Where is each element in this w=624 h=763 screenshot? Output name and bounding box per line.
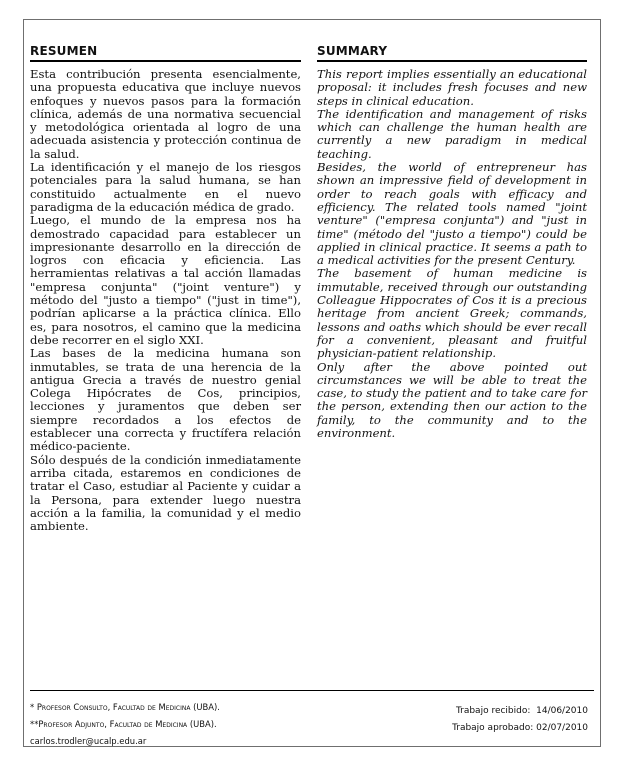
- summary-rule: [317, 60, 587, 62]
- resumen-paragraph: Sólo después de la condición inmediatamente arriba citada, estaremos en condiciones de tratar el Caso, estudiar al Paciente y cuidar a la Persona, para extender luego nuestra acción a la familia, la comunidad y el medio ambiente.: [30, 452, 301, 534]
- submission-dates: [452, 703, 588, 737]
- footnotes: [30, 699, 220, 750]
- resumen-paragraph: Las bases de la medicina humana son inmutables, se trata de una herencia de la antigua Grecia a través de nuestro genial Colega Hipócrates de Cos, principios, lecciones y juramentos que deben ser siempre recordados a los efectos de establecer una correcta y fructífera relación médico-paciente.: [30, 346, 301, 454]
- resumen-paragraph: Luego, el mundo de la empresa nos ha demostrado capacidad para establecer un impresionante desarrollo en la dirección de logros con eficacia y eficiencia. Las herramientas relativas a tal acción llamadas "empresa conjunta" ("joint venture") y método del "justo a tiempo" ("just in time"), podrían aplicarse a la práctica clínica. Ello es, para nosotros, el camino que la medicina debe recorrer en el siglo XXI.: [30, 213, 301, 347]
- summary-heading: SUMMARY: [317, 44, 388, 58]
- summary-paragraph: Only after the above pointed out circumstances we will be able to treat the case, to study the patient and to take care for the person, extending then our action to the family, to the community and to the environment.: [317, 359, 587, 441]
- summary-paragraph: The basement of human medicine is immutable, received through our outstanding Colleague Hippocrates of Cos it is a precious heritage from ancient Greek; commands, lessons and oaths which should be ever recall for a convenient, pleasant and fruitful physician-patient relationship.: [317, 266, 587, 361]
- approved-date: Trabajo aprobado: 02/07/2010: [452, 723, 588, 733]
- summary-section: [317, 44, 587, 440]
- summary-paragraph: The identification and management of risks which can challenge the human health are currently a new paradigm in medical teaching.: [317, 106, 587, 161]
- summary-paragraph: This report implies essentially an educational proposal: it includes fresh focuses and new steps in clinical education.: [317, 67, 587, 108]
- resumen-rule: [30, 60, 301, 62]
- author-email: carlos.trodler@ucalp.edu.ar: [30, 736, 147, 746]
- summary-paragraph: Besides, the world of entrepreneur has shown an impressive field of development in order to reach goals with efficacy and efficiency. The related tools named "joint venture" ("empresa conjunta") and "just in time" (método del "justo a tiempo") could be applied in clinical practice. It seems a path to a medical activities for the present Century.: [317, 160, 587, 268]
- footnote-text: Profesor Adjunto, Facultad de Medicina (UBA).: [38, 719, 217, 729]
- resumen-paragraph: La identificación y el manejo de los riesgos potenciales para la salud humana, se han constituido actualmente en el nuevo paradigma de la educación médica de grado.: [30, 160, 301, 214]
- footnote-mark: **: [30, 719, 39, 729]
- resumen-section: [30, 44, 301, 533]
- footer: [30, 690, 594, 746]
- footnote-1: [30, 699, 220, 716]
- footnote-mark: *: [30, 702, 35, 712]
- footnote-text: Profesor Consulto, Facultad de Medicina (UBA).: [36, 702, 220, 712]
- page-frame: [23, 19, 601, 747]
- resumen-heading: RESUMEN: [30, 44, 98, 58]
- resumen-paragraph: Esta contribución presenta esencialmente, una propuesta educativa que incluye nuevos enfoques y nuevos pasos para la formación clínica, además de una normativa secuencial y metodológica orientada al logro de una adecuada asistencia y protección continua de la salud.: [30, 67, 301, 161]
- received-date: Trabajo recibido: 14/06/2010: [455, 706, 588, 716]
- footnote-2: [30, 716, 220, 733]
